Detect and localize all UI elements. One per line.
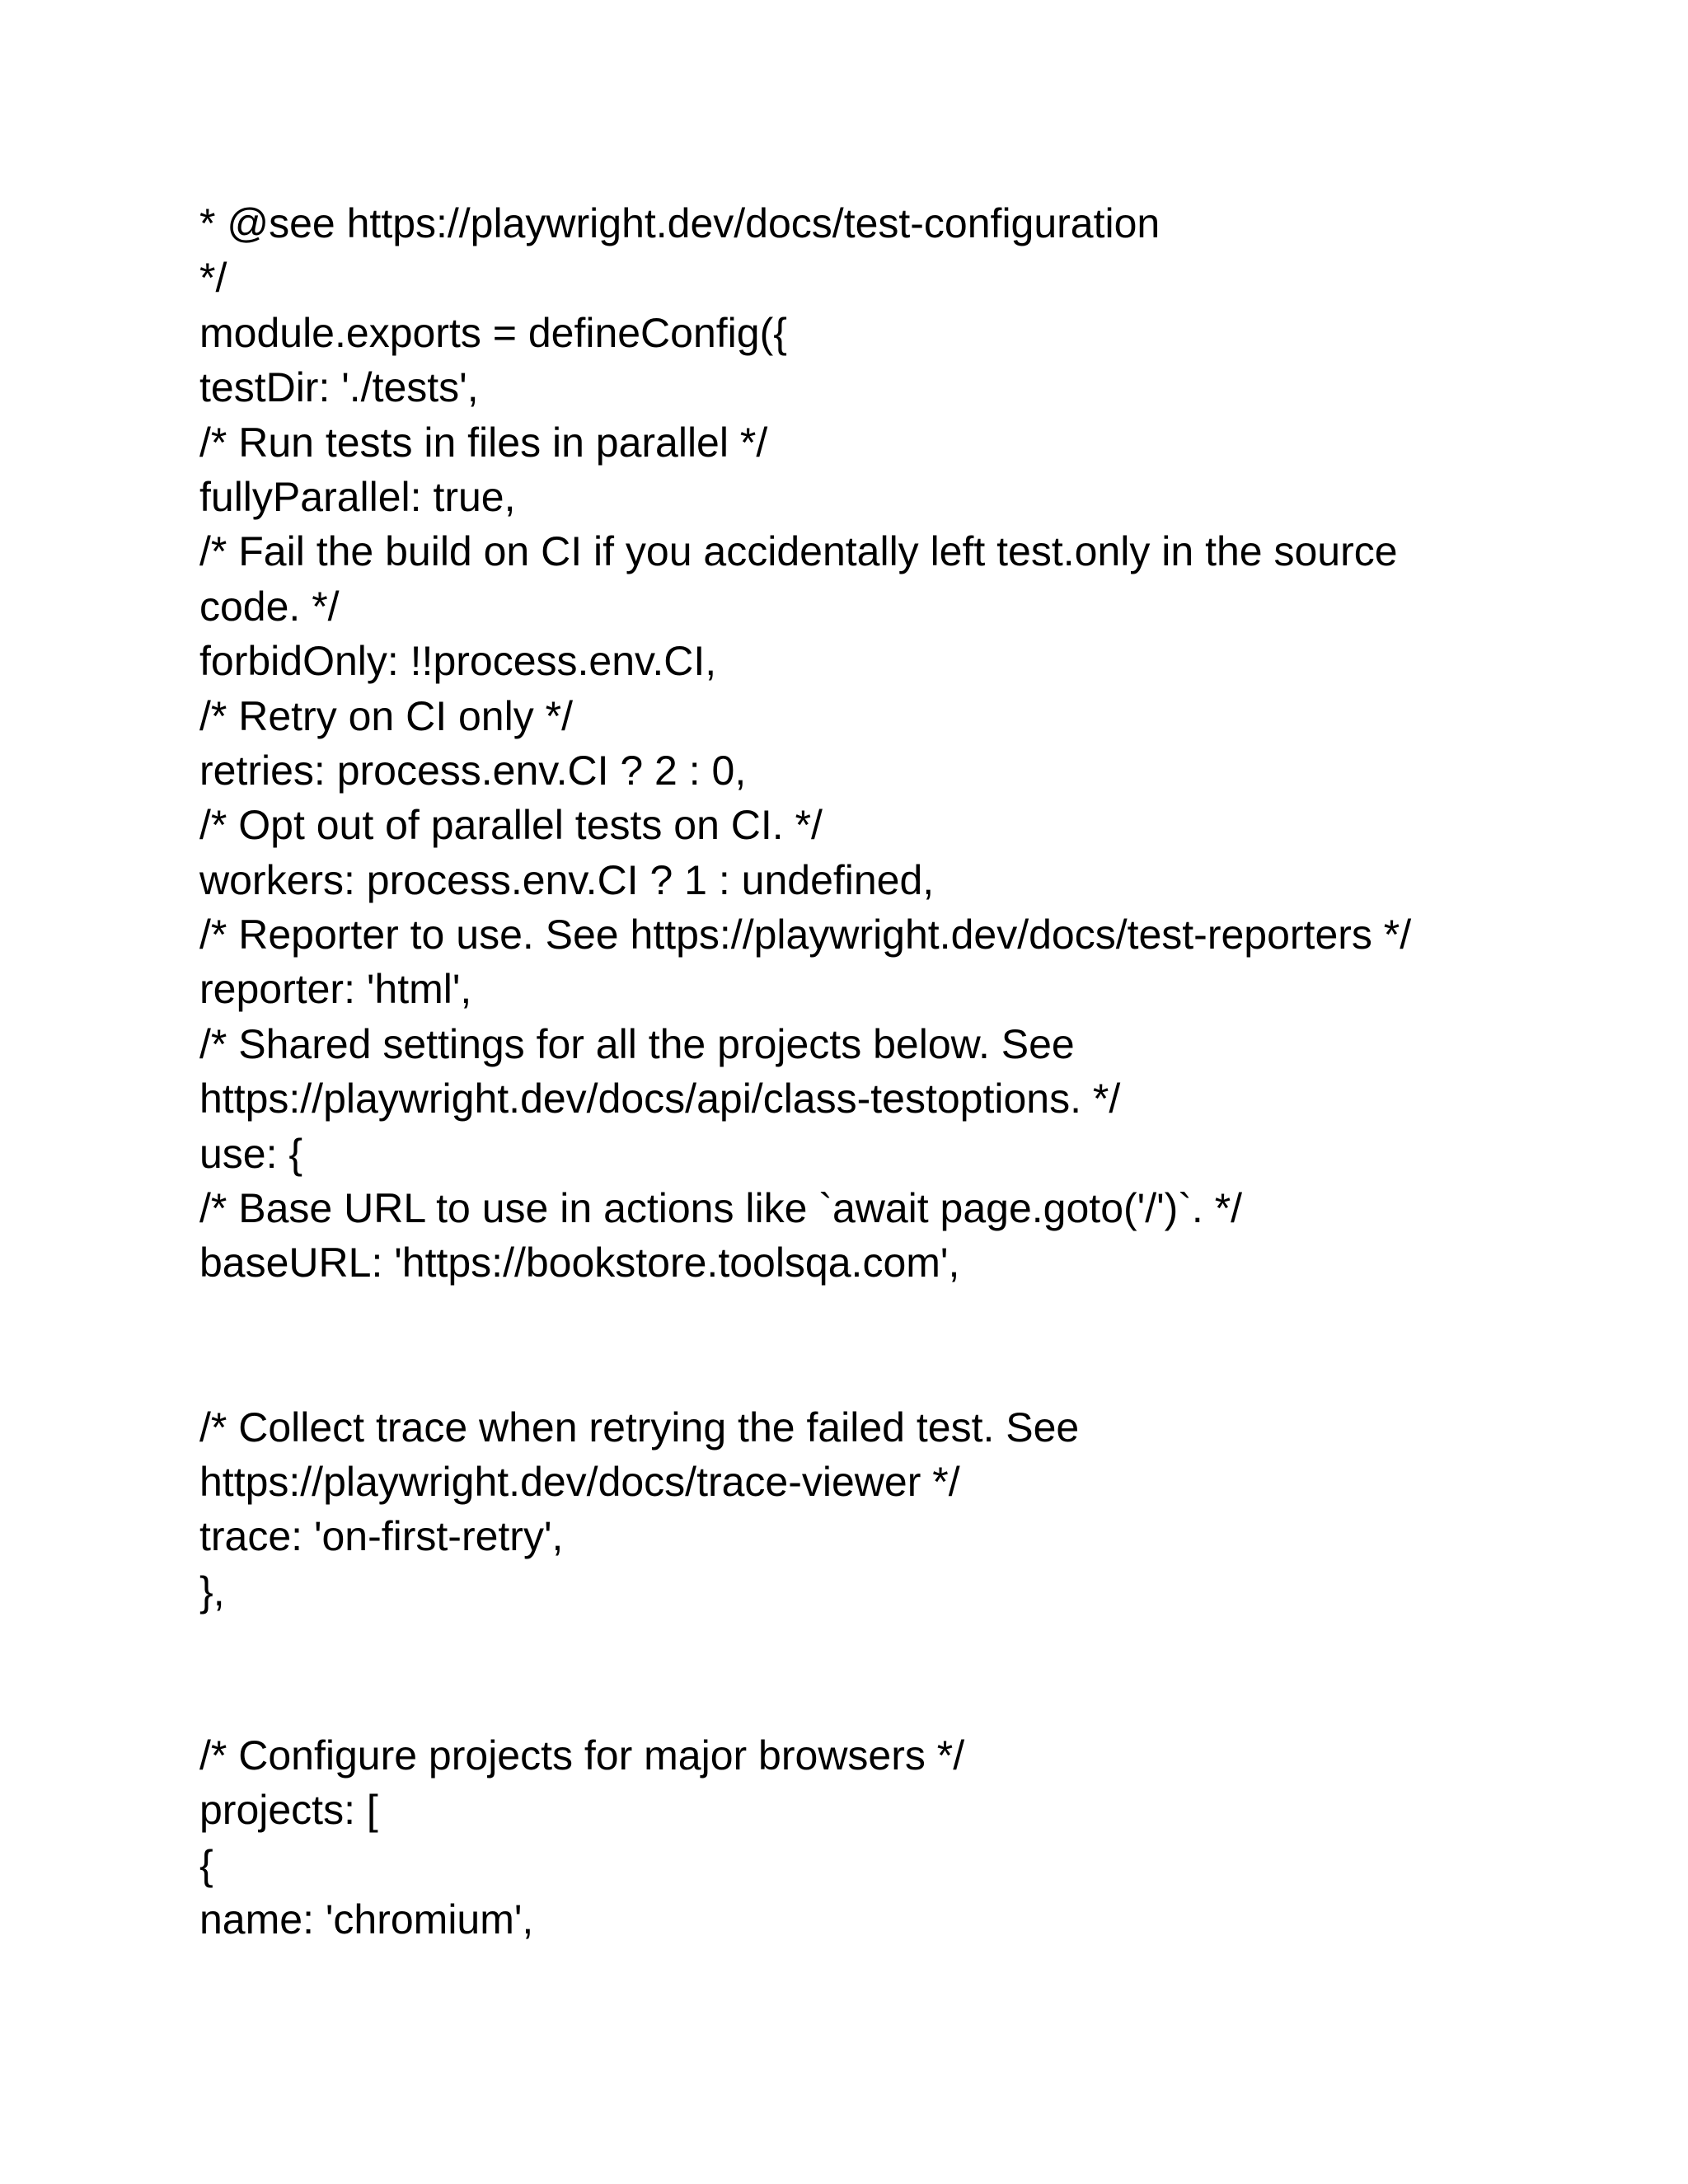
code-line: projects: [ [199, 1787, 378, 1834]
code-line: forbidOnly: !!process.env.CI, [199, 638, 717, 685]
code-line: reporter: 'html', [199, 966, 472, 1013]
blank-line [199, 1291, 1485, 1345]
blank-line [199, 1674, 1485, 1728]
code-comment-line: https://playwright.dev/docs/trace-viewer */ [199, 1458, 960, 1505]
code-comment-line: /* Reporter to use. See https://playwright.dev/docs/test-reporters */ [199, 912, 1412, 958]
code-comment-line: /* Configure projects for major browsers */ [199, 1732, 965, 1779]
code-comment-line: /* Retry on CI only */ [199, 692, 573, 739]
code-line: }, [199, 1568, 225, 1615]
code-comment-line: /* Collect trace when retrying the failed test. See [199, 1404, 1080, 1451]
code-line: use: { [199, 1130, 303, 1177]
code-line: */ [199, 255, 227, 302]
code-line: testDir: './tests', [199, 364, 479, 411]
code-line: retries: process.env.CI ? 2 : 0, [199, 747, 747, 794]
code-line: fullyParallel: true, [199, 473, 516, 520]
code-comment-line: /* Shared settings for all the projects below. See [199, 1020, 1075, 1067]
code-line: name: 'chromium', [199, 1896, 534, 1943]
code-comment-line: code. */ [199, 583, 340, 630]
code-line: * @see https://playwright.dev/docs/test-configuration [199, 200, 1160, 246]
code-line: { [199, 1841, 213, 1888]
code-line: workers: process.env.CI ? 1 : undefined, [199, 856, 935, 903]
blank-line [199, 1345, 1485, 1399]
code-comment-line: /* Base URL to use in actions like `await page.goto('/')`. */ [199, 1185, 1243, 1232]
code-comment-line: /* Run tests in files in parallel */ [199, 419, 768, 466]
code-line: module.exports = defineConfig({ [199, 309, 787, 356]
code-text-block [199, 196, 1485, 1947]
code-line: trace: 'on-first-retry', [199, 1513, 564, 1560]
code-comment-line: /* Opt out of parallel tests on CI. */ [199, 802, 823, 849]
code-comment-line: /* Fail the build on CI if you accidentally left test.only in the source [199, 528, 1398, 575]
code-comment-line: https://playwright.dev/docs/api/class-testoptions. */ [199, 1076, 1121, 1122]
blank-line [199, 1619, 1485, 1673]
code-line: baseURL: 'https://bookstore.toolsqa.com', [199, 1240, 960, 1286]
